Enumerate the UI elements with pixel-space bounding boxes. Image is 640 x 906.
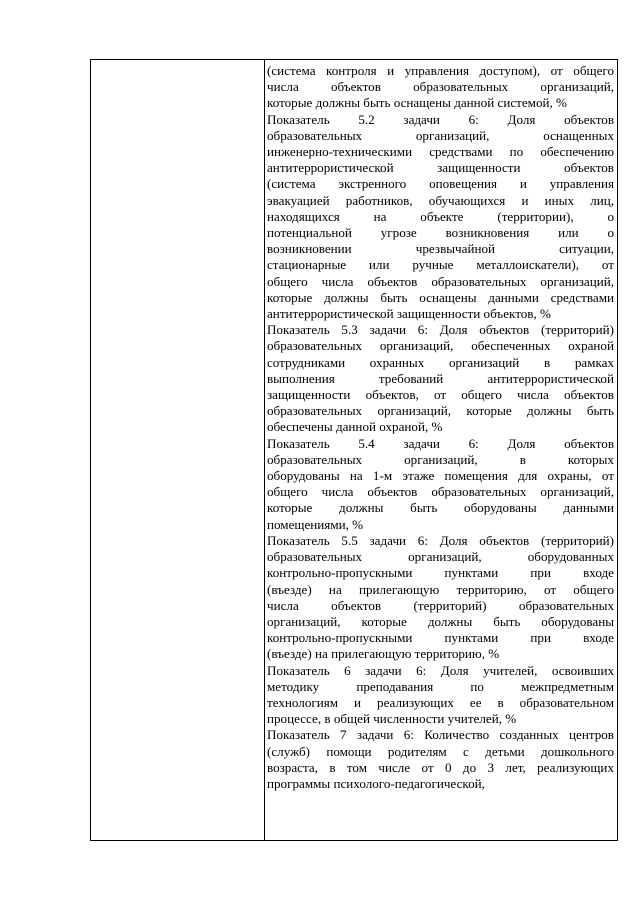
indicator-paragraph-p55 [267,533,614,663]
text-line: программы психолого-педагогической, [267,775,485,791]
text-line: Показатель 7 задачи 6: Количество созданных центров [267,727,614,743]
text-line: антитеррористической защищенности объектов, % [267,306,551,322]
text-line: Показатель 5.3 задачи 6: Доля объектов (территорий) [267,322,614,338]
text-line: эвакуацией работников, обучающихся и иных лиц, [267,192,614,208]
text-line: контрольно-пропускными пунктами при входе [267,565,614,581]
text-line: организаций, которые должны быть оборудованы [267,613,614,629]
text-line: (въезде) на прилегающую территорию, % [267,646,500,662]
text-line: которые должны быть оснащены данной системой, % [267,95,567,111]
text-line: обеспечены данной охраной, % [267,419,443,435]
text-line: Показатель 5.2 задачи 6: Доля объектов [267,111,614,127]
text-line: выполнения требований антитеррористической [267,370,614,386]
text-line: образовательных организаций, обеспеченных охраной [267,338,614,354]
table-cell-left [91,60,265,840]
text-line: возникновении чрезвычайной ситуации, [267,241,614,257]
text-line: образовательных организаций, оборудованных [267,549,614,565]
text-line: стационарные или ручные металлоискатели), от [267,257,614,273]
indicator-paragraph-p52 [267,112,614,323]
text-line: процессе, в общей численности учителей, % [267,711,517,727]
document-table [90,59,618,841]
text-line: находящихся на объекте (территории), о [267,208,614,224]
text-line: (служб) помощи родителям с детьми дошкольного [267,743,614,759]
table-cell-right [265,60,617,840]
text-line: образовательных организаций, оснащенных [267,127,614,143]
text-line: (система экстренного оповещения и управления [267,176,614,192]
indicator-paragraph-p7 [267,727,614,792]
text-line: методику преподавания по межпредметным [267,678,614,694]
indicator-paragraph-p6 [267,663,614,728]
indicator-paragraph-p53 [267,322,614,435]
text-line: потенциальной угрозе возникновения или о [267,225,614,241]
text-line: технологиям и реализующих ее в образовательном [267,694,614,710]
text-line: которые должны быть оборудованы данными [267,500,614,516]
text-line: Показатель 6 задачи 6: Доля учителей, освоивших [267,662,614,678]
text-line: возраста, в том числе от 0 до 3 лет, реализующих [267,759,614,775]
text-line: (въезде) на прилегающую территорию, от общего [267,581,614,597]
text-line: которые должны быть оснащены данными средствами [267,289,614,305]
text-line: сотрудниками охранных организаций в рамках [267,354,614,370]
text-line: контрольно-пропускными пунктами при входе [267,630,614,646]
text-line: образовательных организаций, в которых [267,451,614,467]
text-line: инженерно-техническими средствами по обеспечению [267,144,614,160]
text-line: общего числа объектов образовательных организаций, [267,273,614,289]
text-line: (система контроля и управления доступом), от общего [267,63,614,78]
indicator-paragraph-p54 [267,436,614,533]
text-line: Показатель 5.5 задачи 6: Доля объектов (территорий) [267,532,614,548]
text-line: числа объектов образовательных организаций, [267,79,614,95]
text-line: оборудованы на 1-м этаже помещения для охраны, от [267,468,614,484]
text-line: антитеррористической защищенности объектов [267,160,614,176]
text-line: помещениями, % [267,516,364,532]
indicator-paragraph-p1 [267,63,614,112]
text-line: образовательных организаций, которые должны быть [267,403,614,419]
text-line: общего числа объектов образовательных организаций, [267,484,614,500]
text-line: числа объектов (территорий) образовательных [267,597,614,613]
text-line: Показатель 5.4 задачи 6: Доля объектов [267,435,614,451]
text-line: защищенности объектов, от общего числа объектов [267,387,614,403]
